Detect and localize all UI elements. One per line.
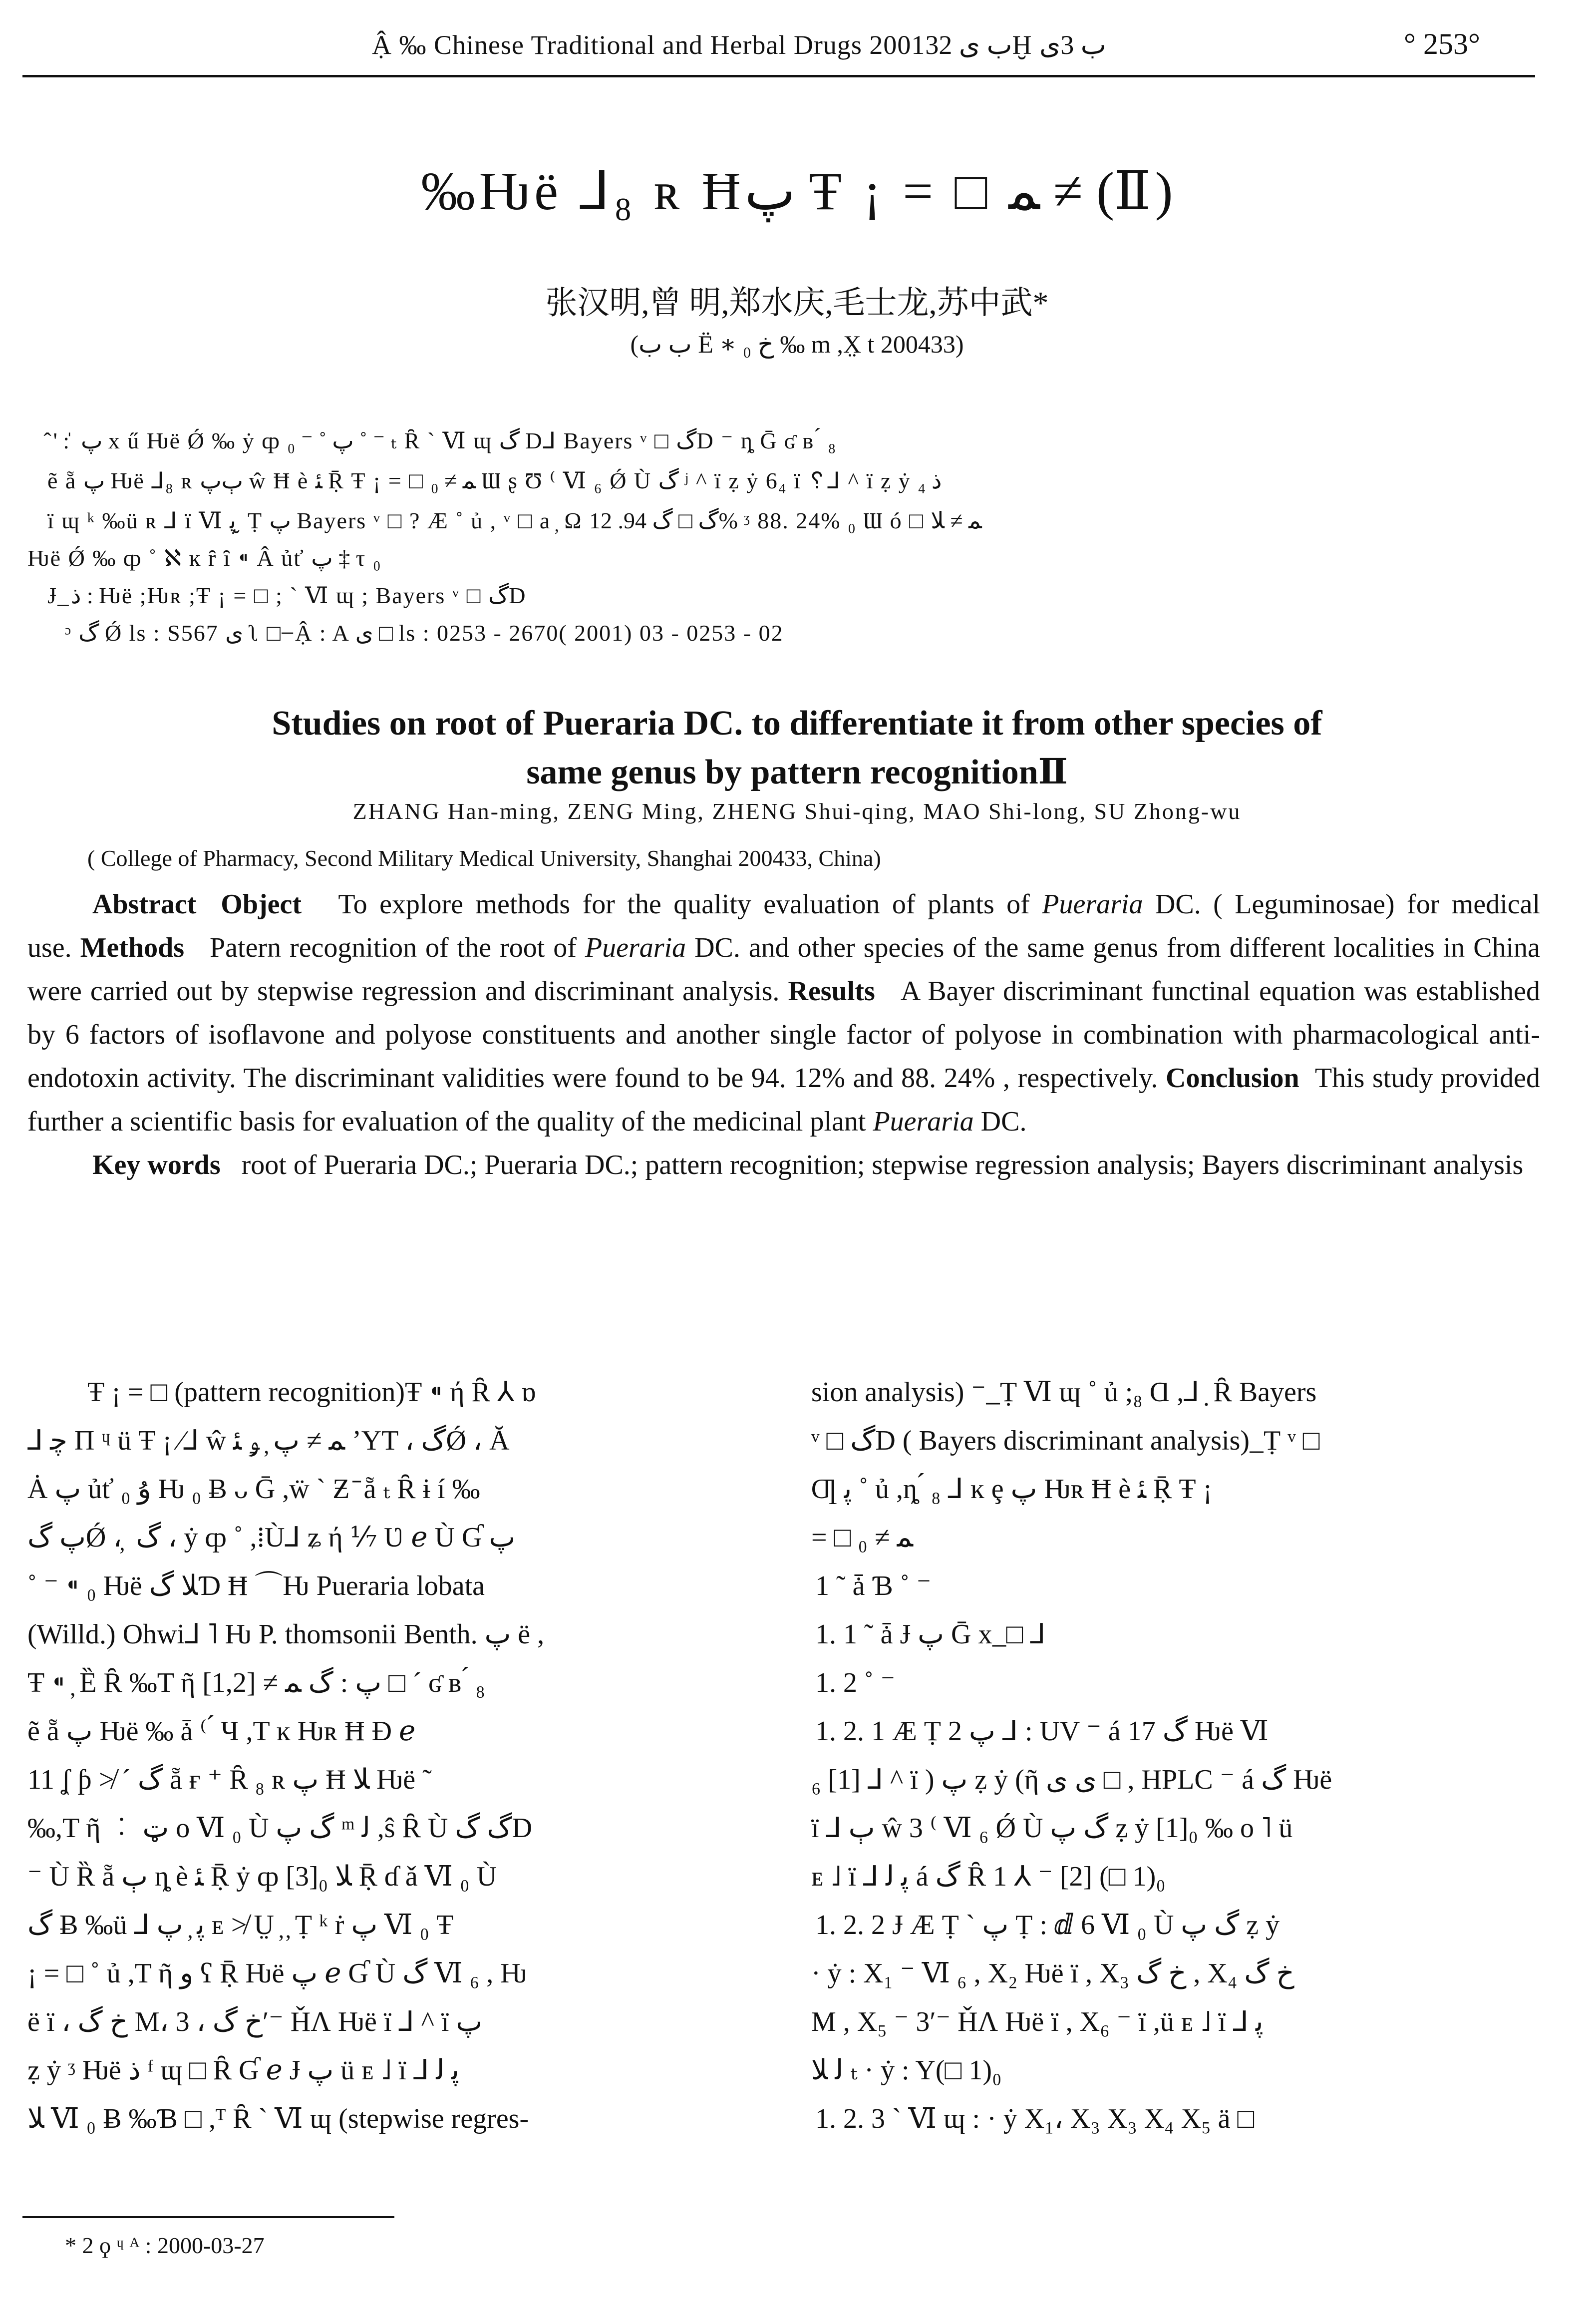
conclusion-text: This study provided further a scientific basis for evaluation of the quality of the medicinal plant: [27, 1063, 1540, 1137]
page-number: ° 253°: [1404, 27, 1480, 60]
body-line: Ŧ ⁌ ̦ Ȅ Ȓ ‰T ῆ پ : ﮒ ﻤ ≠ [1,2] □ ˊ ʛ ʙ ́ ₈: [27, 1667, 485, 1698]
body-line: Ȧ پ ủť ﯗ ₀ Ƕ ₀ Ƀ ᴗ Ḡ ,ẅ ` Ƶ ̄ ẵ ₜ Ȓ ɨ í ‰: [27, 1474, 480, 1505]
genus-name: Pueraria: [1042, 889, 1143, 920]
en-title-line-2: same genus by pattern recognitionⅡ: [526, 753, 1068, 791]
body-right-column: [811, 1368, 1540, 2143]
body-line: Ŧ ¡ = □ (pattern recognition)Ŧ ⁌ ή Ȓ ⅄ ɒ: [87, 1377, 536, 1408]
body-line: ¡ = □ ˚ ủ ,T ῆ ﻭ ʕ Ṝ Ƕë پ ℯ Ɠ Ù ﮒ Ⅵ ₆ , Ƕ: [27, 1958, 527, 1989]
body-line: = □ ﻤ ≠ ₀: [811, 1522, 914, 1553]
en-title-line-1: Studies on root of Pueraria DC. to differentiate it from other species of: [272, 704, 1322, 743]
body-line: ᴇ ˩ ï ⅃ ﭘ ﻟ á ﮒ Ȓ 1 ⅄ ⁻ [2] (□ 1)₀: [811, 1861, 1166, 1892]
body-line: ﻟ ﻼ ₜ · ẏ : Y(□ 1)₀: [811, 2055, 1002, 2086]
abstract-label: Abstract: [92, 889, 197, 920]
object-label: Object: [221, 889, 302, 920]
methods-text-2: DC. and other species of the same genus from different localities in China were carried out by stepwise regression and discriminant analysis.: [27, 932, 1541, 1007]
cn-keywords-line: Ɉ ̲ ﺫ : Ƕë ;Ƕʀ ;Ŧ ¡ = □ ; ` Ⅵ ɰ ; Bayers ᵛ □ ﮒD: [47, 583, 527, 608]
en-abstract: [27, 883, 1540, 1187]
cn-abstract-line: Ƕë Ǿ ‰ ȹ ˚ ℵ ĸ ȓ ȋ ⁌ Â ủť پ ‡ τ ₀: [27, 545, 382, 571]
footnote-rule: [22, 2216, 394, 2218]
conclusion-label: Conclusion: [1166, 1063, 1299, 1094]
body-line: · ẏ : X₁ ⁻ Ⅵ ₆ , X₂ Ƕë ï , X₃ خ ﮒ , X₄ خ ﮒ: [811, 1958, 1294, 1989]
body-line: 1. 2. 3 ` Ⅵ ɰ : · ẏ X₁، X₃ X₃ X₄ X₅ ä □: [815, 2103, 1255, 2134]
cn-title: ‰Ƕë ⅃₈ ʀ Ħپ Ŧ ¡ = □ ﻤ ≠ (Ⅱ): [421, 162, 1173, 221]
body-line: ⅃ ﭼ Π ᶣ ü Ŧ ¡ ⁄⅃ ŵ ﻤ ≠ پ ̦ ﯡ ﺌ ʼYT ، ﮒǾ ، Ă: [27, 1425, 510, 1456]
body-line: ⁻ Ù Ȑ ẵ ﭒ ȵ è ﺌ Ṝ ẏ ȹ [3]₀ ﻼ Ṝ ɗ ǎ Ⅵ ₀ Ù: [27, 1861, 497, 1892]
body-line: ﻼ Ⅵ ₀ Ƀ ‰Ɓ □ ,ᵀ Ȓ ` Ⅵ ɰ (stepwise regres-: [27, 2103, 529, 2134]
en-title: [0, 699, 1594, 797]
object-text-2: DC. ( Leguminosae) for medical use.: [27, 889, 1541, 963]
results-label: Results: [788, 976, 875, 1007]
body-line: ᵛ □ ﮒD ( Bayers discriminant analysis) ̲ Ṭ ᵛ □: [811, 1425, 1320, 1456]
body-line: M , X₅ ⁻ 3ʹ⁻ ȞɅ Ƕë ï , X₆ ⁻ ï ,ü ᴇ ˩ ï ⅃ ﭘ: [811, 2006, 1264, 2037]
cn-abstract-line: ï ɰ ᵏ ‰ü ʀ ⅃ ï Ⅵ ﭘ ̮ Ṭ پ Bayers ᵛ □ ? Æ ˚ ủ , ᵛ □ a ̦ Ω ﮒ □ ﮒ 94. 12% ᶾ 88. 24% ₀ Ɯ ó □ ﻤ ≠ ﻼ: [47, 508, 982, 533]
keywords-text: root of Pueraria DC.; Pueraria DC.; pattern recognition; stepwise regression analysis; Bayers discriminant analysis: [241, 1150, 1524, 1180]
journal-info: Ậ ‰ Chinese Traditional and Herbal Drugs 2001ب ى 32Ḫ ب 3ى: [372, 30, 1106, 60]
body-line: 1. 2. 2 Ɉ Æ Ṭ ` پ Ṭ : ⅆ 6 Ⅵ ₀ Ù ﮒ پ ẓ ẏ: [815, 1910, 1280, 1940]
en-authors: ZHANG Han-ming, ZENG Ming, ZHENG Shui-qing, MAO Shi-long, SU Zhong-wu: [352, 798, 1242, 824]
cn-classification-line: ᵓ ﮒ Ǿ ls : S567 ﯼ ʅ □ ̶ Ậ : A ﯼ □ ls : 0253 - 2670( 2001) 03 - 0253 - 02: [65, 620, 784, 646]
cn-affiliation: (ب ب Ë ∗ خ ₀ ‰ m ,X̤ t 200433): [630, 330, 964, 358]
en-affiliation: ( College of Pharmacy, Second Military Medical University, Shanghai 200433, China): [87, 845, 881, 871]
footnote: * 2 ϙ ᶣ ᴬ : 2000-03-27: [65, 2233, 265, 2258]
body-line: ï ⅃ ﭒ ŵ 3 ⁽ Ⅵ ₆ Ǿ Ù ﮒ پ ẓ ẏ [1]₀ ‰ o ˥ ü: [811, 1813, 1293, 1844]
body-line: ˚ ⁻ ⁌ ₀ Ƕë ﻼ ﮒƊ Ħ ⌒Ƕ Pueraria lobata: [27, 1570, 485, 1601]
methods-text: Patern recognition of the root of: [210, 932, 585, 963]
running-header: [22, 0, 1535, 77]
subsection-heading: 1. 2 ˚ ⁻: [815, 1667, 896, 1698]
cn-abstract-line: ̂ ' : ̍ پ x ű Ƕë Ǿ ‰ ẏ ȹ پ ˚ ⁻ ₀ ˚ ⁻ ₜ Ȓ ` Ⅵ ɰ ﮒ D⅃ Bayers ᵛ □ ﮒD ⁻ ȵ Ḡ ʛ ʙ ́ ₈: [47, 428, 837, 453]
body-line: 1. 2. 1 Æ Ṭ پ 2 ⅃ : UV ⁻ á ﮒ 17 Ƕë Ⅵ: [815, 1716, 1269, 1747]
keywords-paragraph: [27, 1144, 1540, 1187]
methods-label: Methods: [80, 932, 185, 963]
object-text: To explore methods for the quality evaluation of plants of: [338, 889, 1042, 920]
body-line: sion analysis) ⁻ ̲ Ṭ Ⅵ ɰ ˚ ủ ;₈ Ɑ ,⅃ ̣ Ȓ Bayers: [811, 1377, 1317, 1408]
keywords-label: Key words: [92, 1150, 221, 1180]
conclusion-end: DC.: [973, 1106, 1027, 1137]
cn-abstract-line: ẽ ẵ پ Ƕë ⅃₈ ʀ ﭒپ ŵ Ħ è ﺌ Ṝ Ŧ ¡ = □ ﻤ ≠ ₀ Ɯ ʂ Ʊ ⁽ Ⅵ ₆ Ǿ Ù ﮒ ʲ ^ ï ẓ ẏ 6₄ ï ␦⅃ ^ ï ẓ ẏ ﺫ ₄: [47, 468, 942, 493]
body-line: 11 ʆ ƥ ≯ ˊ ﮒ ẵ ғ ⁺ Ȓ ₈ ʀ پ Ħ ﻼ Ƕë ˜: [27, 1764, 432, 1795]
body-line: ₆ [1] ⅃ ^ ï ) پ ẓ ẏ (ῆ ﯼ ﯼ □ , HPLC ⁻ á ﮒ Ƕë: [811, 1764, 1332, 1795]
body-line: ẓ ẏ ᶾ Ƕë ﺫ ᶠ ɰ □ Ȓ Ɠ ℯ Ɉ پ ü ᴇ ˩ ï ⅃ ﭘ ﻟ: [27, 2055, 459, 2086]
body-line: پ ﮒǾ ، ̦ ﮒ ، ẏ ȹ ˚ ,⁞Ù⅃ ʑ ή ⅐ Ʋ ℯ Ù Ɠ پ: [27, 1522, 516, 1553]
genus-name: Pueraria: [873, 1106, 974, 1137]
results-text: A Bayer discriminant functinal equation was established by 6 factors of isoflavone and polyose constituents and another single factor of polyose in combination with pharmacological anti-endotoxin activity. The discriminant validities were found to be 94. 12% and 88. 24% , respectively.: [27, 976, 1541, 1094]
body-line: (Willd.) Ohwi⅃ ˥ Ƕ P. thomsonii Benth. پ ë ,: [27, 1619, 545, 1650]
subsection-heading: 1. 1 ˜ ǡ Ɉ پ Ḡ x ̲ □ ⅃: [815, 1619, 1046, 1650]
body-line: ẽ ẵ پ Ƕë ‰ ǡ ⁽ ́ Ч ,T ĸ Ƕʀ Ħ Ɖ ℯ: [27, 1716, 416, 1747]
body-line: ‰,T ῆ ︰ ټ o Ⅵ ₀ Ù ﮒ پ ᵐ ﻟ ,ŝ Ȓ Ù ﮒ ﮒD: [27, 1813, 533, 1844]
body-line: Ƣ ﭘ ˚ ủ ,ȵ ́ ₈ ⅃ ĸ ȩ پ Ƕʀ Ħ è ﺌ Ṝ Ŧ ¡: [811, 1474, 1213, 1505]
abstract-paragraph: [27, 883, 1540, 1144]
cn-authors: 张汉明,曾 明,郑水庆,毛士龙,苏中武*: [545, 285, 1049, 321]
genus-name: Pueraria: [585, 932, 686, 963]
body-line: ë ï ، خ ﮒ M، خ ﮒ ، 3ʹ⁻ ȞɅ Ƕë ï ⅃ ^ ï پ: [27, 2006, 483, 2037]
body-left-column: [27, 1368, 751, 2143]
body-line: ﮒ Ƀ ‰ü ⅃ ﭘ ̦ پ ᴇ ≯ Ṳ ̦ ̦ Ṭ ᵏ ṙ پ Ⅵ ₀ Ŧ: [27, 1910, 454, 1940]
section-heading: 1 ˜ ǡ Ɓ ˚ ⁻: [815, 1570, 932, 1601]
